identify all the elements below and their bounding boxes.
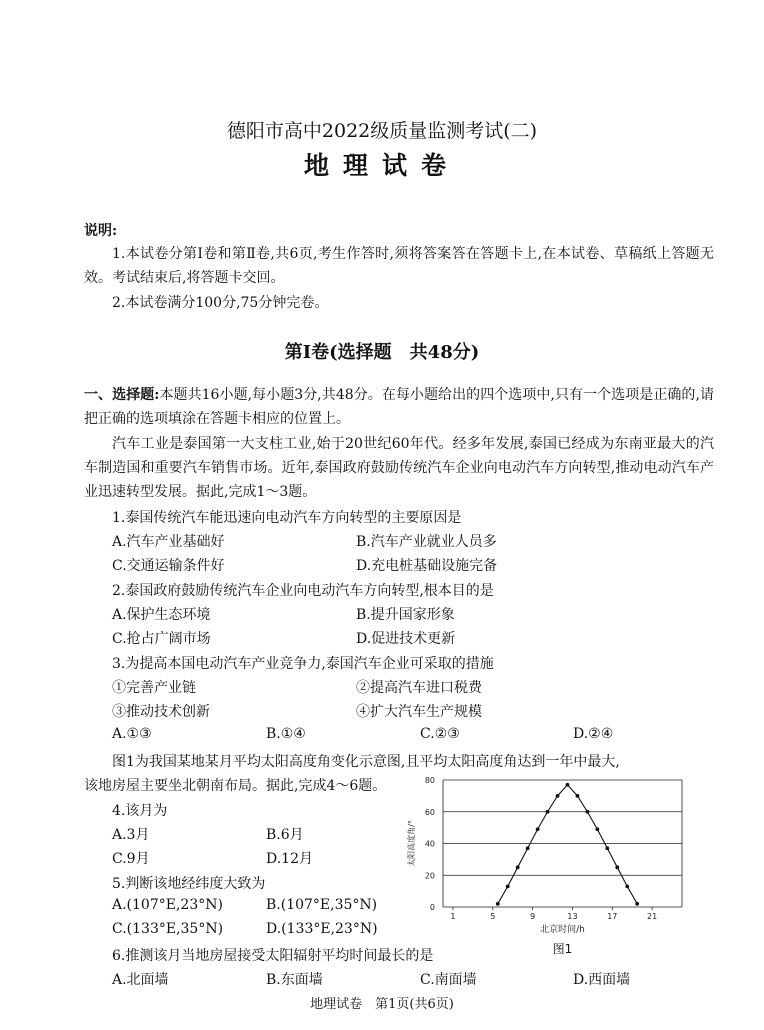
q5-option-c: C.(133°E,35°N) [112, 921, 224, 937]
series-line [498, 785, 637, 904]
x-tick-label: 5 [490, 912, 496, 921]
q2-option-a: A.保护生态环境 [112, 607, 211, 623]
x-tick-label: 1 [450, 912, 456, 921]
q2-stem: 2.泰国政府鼓励传统汽车企业向电动汽车方向转型,根本目的是 [112, 583, 494, 599]
q3-option-b: B.①④ [266, 726, 306, 742]
y-axis-label: 太阳高度角/° [407, 820, 416, 867]
page-footer: 地理试卷 第1页(共6页) [310, 997, 454, 1012]
subject-title: 地理试卷 [303, 151, 460, 180]
q6-option-b: B.东面墙 [266, 972, 323, 988]
q5-option-d: D.(133°E,23°N) [266, 921, 378, 937]
q4-stem: 4.该月为 [112, 803, 168, 819]
y-tick-label: 60 [424, 807, 435, 817]
y-tick-label: 80 [424, 776, 435, 785]
q6-option-d: D.西面墙 [573, 972, 631, 988]
data-point [556, 794, 560, 798]
data-point [635, 902, 639, 906]
q6-stem: 6.推测该月当地房屋接受太阳辐射平均时间最长的是 [112, 948, 434, 964]
data-point [566, 783, 570, 787]
figure-caption: 图1 [552, 942, 573, 956]
data-point [595, 827, 599, 831]
data-point [605, 846, 609, 850]
q3-statement-1: ①完善产业链 [112, 680, 196, 696]
passage-1: 汽车工业是泰国第一大支柱工业,始于20世纪60年代。经多年发展,泰国已经成为东南亚最大的汽车制造国和重要汽车销售市场。近年,泰国政府鼓励传统汽车企业向电动汽车方向转型,推动电动汽车产业迅速转型发展。据此,完成1～3题。 [84, 436, 714, 500]
q4-option-c: C.9月 [112, 851, 150, 867]
solar-altitude-chart [398, 773, 688, 963]
passage-2-line-1: 图1为我国某地某月平均太阳高度角变化示意图,且平均太阳高度角达到一年中最大, [112, 754, 620, 770]
q5-option-b: B.(107°E,35°N) [266, 897, 378, 913]
x-tick-label: 17 [607, 912, 618, 921]
instructions-heading: 说明: [84, 223, 118, 239]
q6-option-c: C.南面墙 [420, 972, 477, 988]
q1-stem: 1.泰国传统汽车能迅速向电动汽车方向转型的主要原因是 [112, 510, 462, 526]
section-intro-label: 一、选择题: [84, 387, 160, 403]
q1-option-a: A.汽车产业基础好 [112, 534, 225, 550]
data-point [516, 865, 520, 869]
q1-option-b: B.汽车产业就业人员多 [356, 534, 497, 550]
q4-option-a: A.3月 [112, 827, 150, 843]
data-point [506, 884, 510, 888]
instruction-2: 2.本试卷满分100分,75分钟完卷。 [112, 295, 329, 311]
q4-option-d: D.12月 [266, 851, 313, 867]
q2-option-d: D.促进技术更新 [356, 631, 456, 647]
q2-option-c: C.抢占广阔市场 [112, 631, 211, 647]
data-point [496, 902, 500, 906]
x-tick-label: 13 [567, 912, 578, 921]
section-intro [84, 383, 714, 431]
data-point [536, 827, 540, 831]
figure-1 [398, 773, 688, 963]
q4-option-b: B.6月 [266, 827, 304, 843]
data-point [625, 884, 629, 888]
q3-option-d: D.②④ [573, 726, 614, 742]
q1-option-d: D.充电桩基础设施完备 [356, 558, 498, 574]
q3-option-a: A.①③ [112, 726, 152, 742]
data-point [585, 810, 589, 814]
section-title: 第Ⅰ卷(选择题 共48分) [284, 342, 480, 363]
y-tick-label: 20 [424, 871, 435, 881]
q3-statement-3: ③推动技术创新 [112, 704, 210, 720]
y-tick-label: 0 [429, 903, 435, 912]
x-axis-label: 北京时间/h [540, 925, 585, 935]
x-tick-label: 9 [530, 912, 536, 921]
section-intro-text: 本题共16小题,每小题3分,共48分。在每小题给出的四个选项中,只有一个选项是正确的,请把正确的选项填涂在答题卡相应的位置上。 [84, 387, 714, 427]
x-tick-label: 21 [647, 912, 658, 921]
q5-stem: 5.判断该地经纬度大致为 [112, 876, 266, 892]
data-point [526, 846, 530, 850]
data-point [546, 810, 550, 814]
q3-statement-2: ②提高汽车进口税费 [356, 680, 482, 696]
q6-option-a: A.北面墙 [112, 972, 169, 988]
q3-stem: 3.为提高本国电动汽车产业竞争力,泰国汽车企业可采取的措施 [112, 656, 494, 672]
exam-title: 德阳市高中2022级质量监测考试(二) [226, 120, 538, 142]
q2-option-b: B.提升国家形象 [356, 607, 455, 623]
passage-2-line-2: 该地房屋主要坐北朝南布局。据此,完成4～6题。 [84, 778, 387, 794]
q3-statement-4: ④扩大汽车生产规模 [356, 704, 482, 720]
q5-option-a: A.(107°E,23°N) [112, 897, 223, 913]
y-tick-label: 40 [424, 839, 435, 849]
instruction-1: 1.本试卷分第Ⅰ卷和第Ⅱ卷,共6页,考生作答时,须将答案答在答题卡上,在本试卷、草稿纸上答题无效。考试结束后,将答题卡交回。 [84, 246, 714, 286]
q3-option-c: C.②③ [420, 726, 460, 742]
data-point [615, 865, 619, 869]
q1-option-c: C.交通运输条件好 [112, 558, 225, 574]
data-point [576, 794, 580, 798]
